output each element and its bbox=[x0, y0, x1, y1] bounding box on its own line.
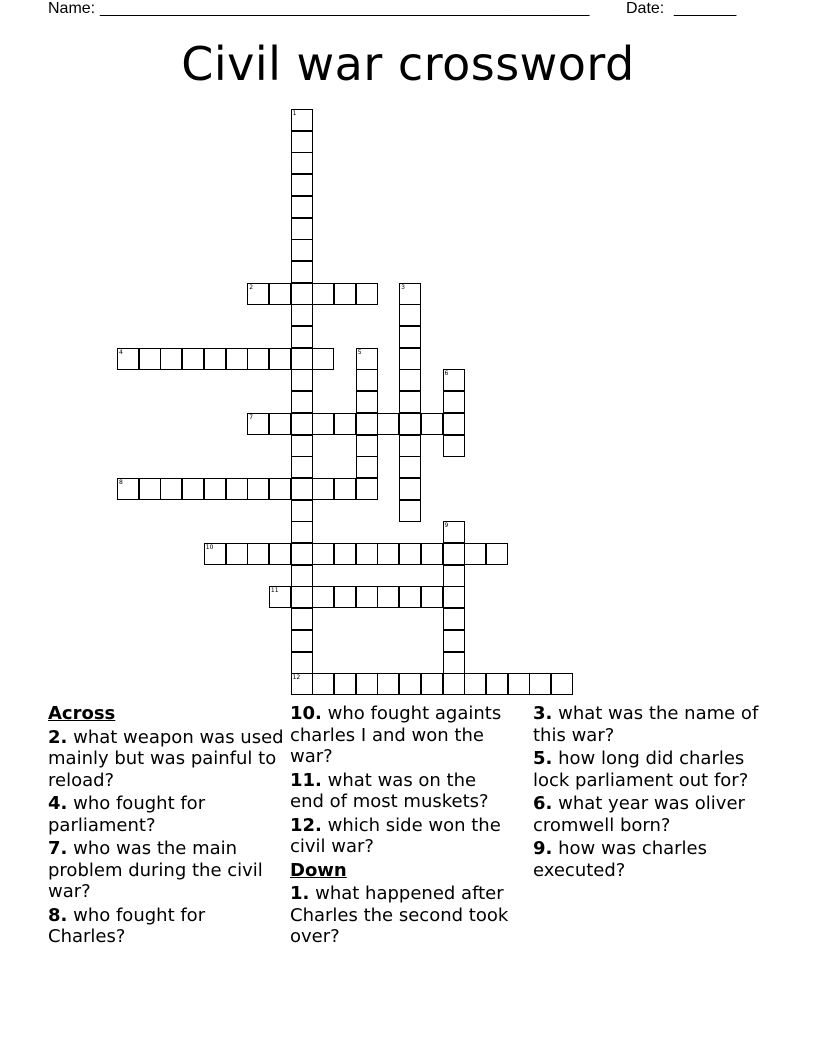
grid-cell[interactable] bbox=[464, 673, 486, 695]
grid-cell[interactable] bbox=[421, 413, 443, 435]
clue-down-9: 9. how was charles executed? bbox=[533, 838, 708, 881]
grid-cell[interactable] bbox=[312, 586, 334, 608]
grid-cell[interactable] bbox=[399, 391, 421, 413]
grid-cell[interactable] bbox=[269, 586, 291, 608]
clue-number: 5 bbox=[357, 348, 362, 356]
grid-cell[interactable] bbox=[334, 673, 356, 695]
grid-cell[interactable] bbox=[443, 630, 465, 652]
clue-across-11: 11. what was on the end of most muskets? bbox=[290, 769, 489, 812]
grid-cell[interactable] bbox=[421, 586, 443, 608]
grid-cell[interactable] bbox=[291, 196, 313, 218]
grid-cell[interactable] bbox=[226, 348, 248, 370]
clue-number: 11 bbox=[270, 587, 279, 595]
clue-number: 9 bbox=[444, 522, 449, 530]
grid-cell[interactable] bbox=[139, 478, 161, 500]
grid-cell[interactable] bbox=[421, 673, 443, 695]
grid-cell[interactable] bbox=[269, 543, 291, 565]
grid-cell[interactable] bbox=[226, 478, 248, 500]
grid-cell[interactable] bbox=[443, 391, 465, 413]
grid-cell[interactable] bbox=[443, 565, 465, 587]
grid-cell[interactable] bbox=[334, 478, 356, 500]
clue-across-12: 12. which side won the civil war? bbox=[290, 814, 501, 857]
clue-number: 12 bbox=[292, 674, 301, 682]
grid-cell[interactable] bbox=[312, 673, 334, 695]
grid-cell[interactable] bbox=[356, 543, 378, 565]
grid-cell[interactable] bbox=[443, 435, 465, 457]
clue-across-10: 10. who fought againts charles I and won the war? bbox=[290, 703, 502, 767]
grid-cell[interactable] bbox=[291, 413, 313, 435]
grid-cell[interactable] bbox=[486, 673, 508, 695]
clue-number: 8 bbox=[119, 478, 123, 486]
clue-number: 4 bbox=[119, 348, 123, 356]
grid-cell[interactable] bbox=[182, 348, 204, 370]
grid-cell[interactable] bbox=[269, 348, 291, 370]
grid-cell[interactable] bbox=[399, 326, 421, 348]
grid-cell[interactable] bbox=[291, 652, 313, 674]
grid-cell[interactable] bbox=[291, 543, 313, 565]
grid-cell[interactable] bbox=[356, 586, 378, 608]
clue-across-4: 4. who fought for parliament? bbox=[48, 793, 206, 836]
down-heading: Down bbox=[290, 859, 347, 881]
grid-cell[interactable] bbox=[443, 586, 465, 608]
grid-cell[interactable] bbox=[312, 283, 334, 305]
clue-down-1: 1. what happened after Charles the second took over? bbox=[290, 883, 509, 947]
grid-cell[interactable] bbox=[247, 478, 269, 500]
grid-cell[interactable] bbox=[269, 478, 291, 500]
clue-number: 2 bbox=[249, 283, 254, 291]
across-heading: Across bbox=[48, 703, 116, 724]
grid-cell[interactable] bbox=[291, 586, 313, 608]
grid-cell[interactable] bbox=[312, 478, 334, 500]
grid-cell[interactable] bbox=[312, 413, 334, 435]
grid-cell[interactable] bbox=[399, 435, 421, 457]
grid-cell[interactable] bbox=[508, 673, 530, 695]
grid-cell[interactable] bbox=[269, 283, 291, 305]
grid-cell[interactable] bbox=[291, 174, 313, 196]
name-field[interactable]: _______________________________________________________ bbox=[100, 0, 590, 17]
clue-down-3: 3. what was the name of this war? bbox=[533, 703, 759, 746]
grid-cell[interactable] bbox=[204, 348, 226, 370]
grid-cell[interactable] bbox=[160, 478, 182, 500]
grid-cell[interactable] bbox=[464, 543, 486, 565]
grid-cell[interactable] bbox=[486, 543, 508, 565]
grid-cell[interactable] bbox=[356, 413, 378, 435]
grid-cell[interactable] bbox=[291, 304, 313, 326]
clue-across-7: 7. who was the main problem during the civil war? bbox=[48, 838, 263, 902]
grid-cell[interactable] bbox=[551, 673, 573, 695]
grid-cell[interactable] bbox=[443, 369, 465, 391]
clue-down-5: 5. how long did charles lock parliament out for? bbox=[533, 748, 749, 791]
grid-cell[interactable] bbox=[377, 586, 399, 608]
grid-cell[interactable] bbox=[399, 478, 421, 500]
grid-cell[interactable] bbox=[160, 348, 182, 370]
grid-cell[interactable] bbox=[443, 413, 465, 435]
clue-number: 1 bbox=[292, 110, 297, 117]
grid-cell[interactable] bbox=[291, 152, 313, 174]
grid-cell[interactable] bbox=[269, 413, 291, 435]
grid-cell[interactable] bbox=[399, 369, 421, 391]
grid-cell[interactable] bbox=[291, 348, 313, 370]
grid-cell[interactable] bbox=[399, 413, 421, 435]
grid-cell[interactable] bbox=[399, 304, 421, 326]
grid-cell[interactable] bbox=[312, 543, 334, 565]
clue-across-2: 2. what weapon was used mainly but was painful to reload? bbox=[48, 726, 284, 791]
grid-cell[interactable] bbox=[291, 326, 313, 348]
grid-cell[interactable] bbox=[334, 586, 356, 608]
grid-cell[interactable] bbox=[291, 478, 313, 500]
grid-cell[interactable] bbox=[356, 456, 378, 478]
grid-cell[interactable] bbox=[291, 131, 313, 153]
grid-cell[interactable] bbox=[443, 673, 465, 695]
grid-cell[interactable] bbox=[291, 261, 313, 283]
grid-cell[interactable] bbox=[377, 543, 399, 565]
grid-cell[interactable] bbox=[399, 283, 421, 305]
grid-cell[interactable] bbox=[247, 348, 269, 370]
grid-cell[interactable] bbox=[182, 478, 204, 500]
grid-cell[interactable] bbox=[291, 456, 313, 478]
grid-cell[interactable] bbox=[247, 543, 269, 565]
name-label: Name: bbox=[48, 0, 96, 17]
grid-cell[interactable] bbox=[247, 413, 269, 435]
grid-cell[interactable] bbox=[291, 500, 313, 522]
grid-cell[interactable] bbox=[399, 456, 421, 478]
grid-cell[interactable] bbox=[356, 348, 378, 370]
down-clues-column-3 bbox=[533, 703, 778, 883]
clue-number: 6 bbox=[444, 370, 449, 378]
grid-cell[interactable] bbox=[204, 543, 226, 565]
clue-number: 10 bbox=[205, 544, 214, 551]
grid-cell[interactable] bbox=[356, 283, 378, 305]
clue-down-6: 6. what year was oliver cromwell born? bbox=[533, 793, 745, 836]
grid-cell[interactable] bbox=[356, 369, 378, 391]
grid-cell[interactable] bbox=[291, 608, 313, 630]
grid-cell[interactable] bbox=[291, 521, 313, 543]
clue-across-8: 8. who fought for Charles? bbox=[48, 904, 206, 947]
grid-cell[interactable] bbox=[139, 348, 161, 370]
grid-cell[interactable] bbox=[291, 565, 313, 587]
grid-cell[interactable] bbox=[291, 673, 313, 695]
grid-cell[interactable] bbox=[443, 543, 465, 565]
grid-cell[interactable] bbox=[117, 478, 139, 500]
date-field[interactable]: _______ bbox=[674, 0, 737, 17]
grid-cell[interactable] bbox=[334, 543, 356, 565]
grid-cell[interactable] bbox=[334, 413, 356, 435]
grid-cell[interactable] bbox=[291, 109, 313, 131]
grid-cell[interactable] bbox=[226, 543, 248, 565]
grid-cell[interactable] bbox=[291, 630, 313, 652]
grid-cell[interactable] bbox=[356, 673, 378, 695]
grid-cell[interactable] bbox=[399, 586, 421, 608]
grid-cell[interactable] bbox=[247, 283, 269, 305]
grid-cell[interactable] bbox=[529, 673, 551, 695]
grid-cell[interactable] bbox=[443, 521, 465, 543]
grid-cell[interactable] bbox=[204, 478, 226, 500]
grid-cell[interactable] bbox=[399, 500, 421, 522]
grid-cell[interactable] bbox=[377, 673, 399, 695]
grid-cell[interactable] bbox=[399, 673, 421, 695]
grid-cell[interactable] bbox=[356, 391, 378, 413]
grid-cell[interactable] bbox=[421, 543, 443, 565]
grid-cell[interactable] bbox=[291, 391, 313, 413]
grid-cell[interactable] bbox=[117, 348, 139, 370]
grid-cell[interactable] bbox=[443, 652, 465, 674]
grid-cell[interactable] bbox=[291, 435, 313, 457]
across-clues-column-1 bbox=[48, 703, 288, 950]
grid-cell[interactable] bbox=[399, 348, 421, 370]
grid-cell[interactable] bbox=[356, 478, 378, 500]
grid-cell[interactable] bbox=[291, 239, 313, 261]
grid-cell[interactable] bbox=[312, 348, 334, 370]
grid-cell[interactable] bbox=[291, 283, 313, 305]
grid-cell[interactable] bbox=[399, 543, 421, 565]
grid-cell[interactable] bbox=[356, 435, 378, 457]
grid-cell[interactable] bbox=[334, 283, 356, 305]
clue-number: 3 bbox=[401, 283, 405, 291]
clue-number: 7 bbox=[249, 413, 254, 421]
grid-cell[interactable] bbox=[291, 369, 313, 391]
clues-column-2 bbox=[290, 703, 515, 950]
grid-cell[interactable] bbox=[377, 413, 399, 435]
grid-cell[interactable] bbox=[291, 218, 313, 240]
date-label: Date: bbox=[626, 0, 665, 17]
grid-cell[interactable] bbox=[443, 608, 465, 630]
page-title: Civil war crossword bbox=[181, 37, 635, 91]
